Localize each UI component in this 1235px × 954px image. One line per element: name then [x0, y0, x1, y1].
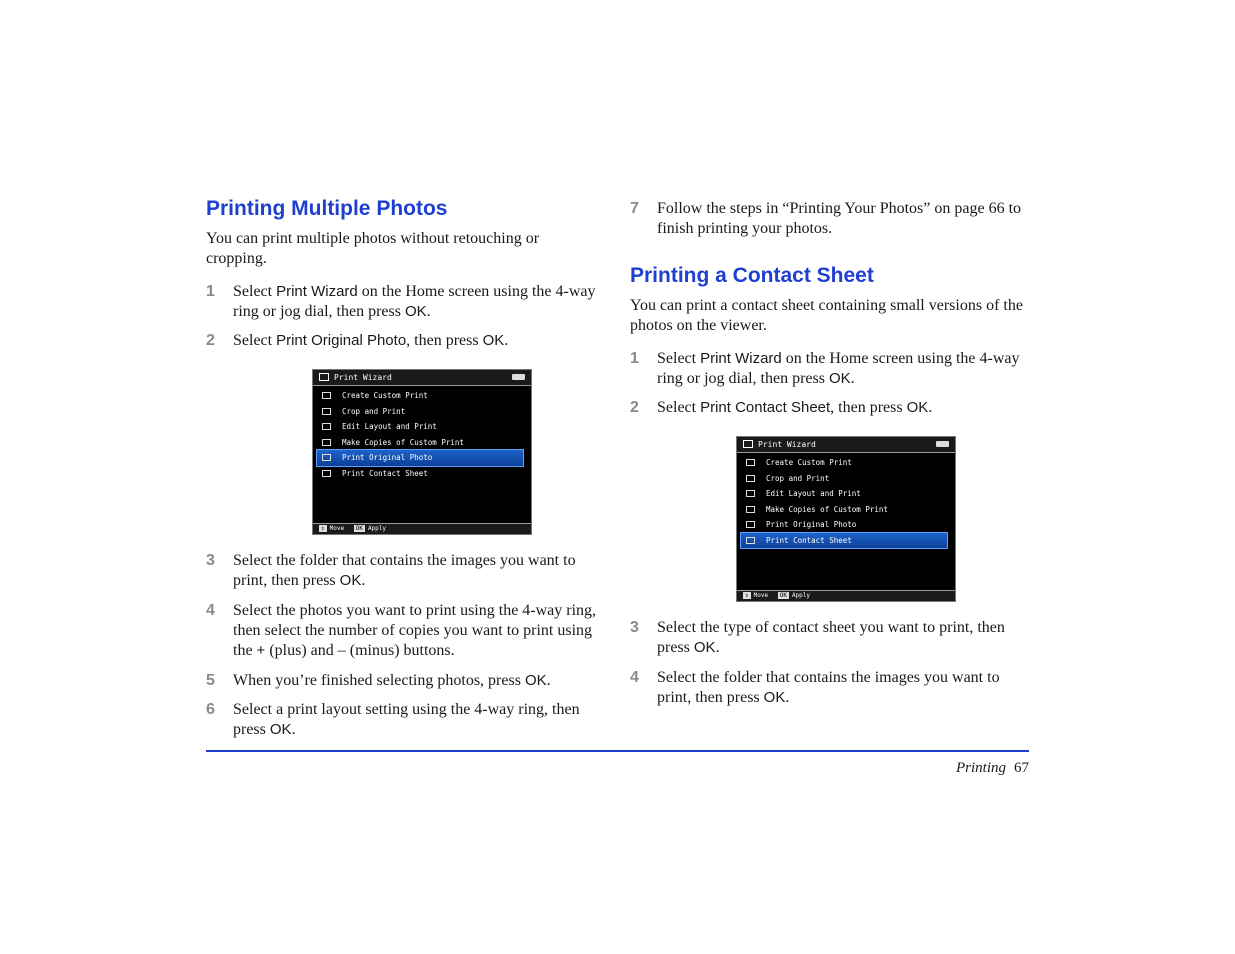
screen-title: Print Wizard — [334, 373, 392, 382]
print-icon — [746, 475, 755, 482]
ok-key-icon: OK — [355, 525, 363, 532]
print-icon — [322, 392, 331, 399]
footer-section: Printing — [955, 760, 1006, 776]
print-icon — [322, 423, 331, 430]
menu-item[interactable]: Make Copies of Custom Print — [741, 502, 951, 518]
step-number: 1 — [206, 283, 215, 300]
step-number: 1 — [630, 350, 639, 367]
menu-item[interactable]: Make Copies of Custom Print — [317, 435, 527, 451]
print-icon — [746, 506, 755, 513]
print-icon — [322, 408, 331, 415]
heading-printing-contact-sheet: Printing a Contact Sheet — [630, 264, 874, 287]
menu-list — [741, 455, 951, 548]
move-key-icon: ⇕ — [745, 592, 749, 599]
step-number: 3 — [630, 619, 639, 636]
screen-title: Print Wizard — [758, 440, 816, 449]
print-icon — [746, 490, 755, 497]
menu-item[interactable]: Print Original Photo — [317, 450, 523, 466]
menu-item[interactable]: Print Original Photo — [741, 517, 951, 533]
menu-item[interactable]: Print Contact Sheet — [317, 466, 527, 482]
print-icon — [746, 459, 755, 466]
printer-icon — [746, 521, 755, 528]
step-number: 2 — [630, 399, 639, 416]
menu-item[interactable]: Edit Layout and Print — [317, 419, 527, 435]
print-icon — [322, 439, 331, 446]
move-key-icon: ⇕ — [321, 525, 325, 532]
menu-item[interactable]: Edit Layout and Print — [741, 486, 951, 502]
ok-key-icon: OK — [779, 592, 787, 599]
step-number: 7 — [630, 200, 639, 217]
step-3-right: 3 Select the type of contact sheet you want to print, then press OK. — [630, 619, 1005, 656]
step-5-left: 5 When you’re finished selecting photos, press OK. — [206, 672, 551, 689]
step-7: 7 Follow the steps in “Printing Your Photos” on page 66 to finish printing your photos. — [630, 200, 1022, 237]
step-number: 4 — [630, 669, 639, 686]
print-wizard-screen-contact-sheet — [736, 436, 956, 602]
print-wizard-icon — [319, 373, 329, 381]
menu-item[interactable]: Create Custom Print — [741, 455, 951, 471]
step-1-right: 1 Select Print Wizard on the Home screen using the 4-way ring or jog dial, then press OK. — [630, 350, 1020, 387]
battery-icon — [936, 441, 949, 447]
battery-icon — [512, 374, 525, 380]
page-number: 67 — [1014, 760, 1029, 776]
step-4-left: 4 Select the photos you want to print using the 4-way ring, then select the number of copies you want to print using the + (plus) and – (minus) buttons. — [206, 602, 597, 659]
step-number: 3 — [206, 552, 215, 569]
step-4-right: 4 Select the folder that contains the images you want to print, then press OK. — [630, 669, 1000, 706]
step-3-left: 3 Select the folder that contains the images you want to print, then press OK. — [206, 552, 576, 589]
menu-item[interactable]: Crop and Print — [741, 471, 951, 487]
step-1-left: 1 Select Print Wizard on the Home screen using the 4-way ring or jog dial, then press OK. — [206, 283, 596, 320]
page-footer — [956, 760, 1029, 777]
step-2-right: 2 Select Print Contact Sheet, then press OK. — [630, 399, 933, 416]
step-6-left: 6 Select a print layout setting using the 4-way ring, then press OK. — [206, 701, 580, 738]
menu-list — [317, 388, 527, 481]
screen-title-bar — [737, 437, 955, 453]
printer-icon — [322, 454, 331, 461]
step-2-left: 2 Select Print Original Photo, then press OK. — [206, 332, 509, 349]
contact-sheet-icon — [322, 470, 331, 477]
screen-footer: ⇕ Move OK Apply — [737, 590, 955, 601]
step-number: 6 — [206, 701, 215, 718]
print-wizard-screen-original-photo — [312, 369, 532, 535]
menu-item[interactable]: Print Contact Sheet — [741, 533, 947, 549]
step-number: 2 — [206, 332, 215, 349]
footer-rule — [206, 750, 1029, 752]
intro-contact-sheet: You can print a contact sheet containing small versions of the photos on the viewer. — [630, 297, 1023, 334]
step-number: 5 — [206, 672, 215, 689]
menu-item[interactable]: Crop and Print — [317, 404, 527, 420]
intro-multiple-photos: You can print multiple photos without retouching or cropping. — [206, 230, 540, 267]
screen-title-bar — [313, 370, 531, 386]
contact-sheet-icon — [746, 537, 755, 544]
menu-item[interactable]: Create Custom Print — [317, 388, 527, 404]
heading-printing-multiple-photos: Printing Multiple Photos — [206, 197, 448, 220]
print-wizard-icon — [743, 440, 753, 448]
step-number: 4 — [206, 602, 215, 619]
screen-footer: ⇕ Move OK Apply — [313, 523, 531, 534]
